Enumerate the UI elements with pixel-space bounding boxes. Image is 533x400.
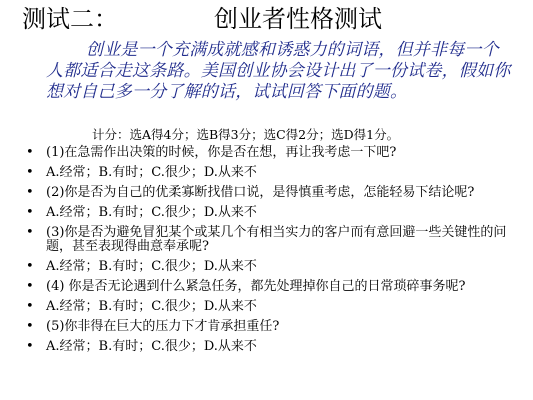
answer-options: A.经常；B.有时；C.很少；D.从来不 <box>46 205 257 220</box>
intro-paragraph: 创业是一个充满成就感和诱惑力的词语，但并非每一个人都适合走这条路。美国创业协会设计出了一份试卷，假如你想对自己多一分了解的话，试试回答下面的题。 <box>46 40 511 102</box>
answer-options: A.经常；B.有时；C.很少；D.从来不 <box>46 165 257 180</box>
scoring-rule: 计分：选A得4分；选B得3分；选C得2分；选D得1分。 <box>92 127 400 142</box>
answer-options: A.经常；B.有时；C.很少；D.从来不 <box>46 339 257 354</box>
page-title <box>22 2 522 36</box>
list-item <box>24 260 522 274</box>
bullet-icon: • <box>26 339 34 354</box>
bullet-icon: • <box>26 319 34 334</box>
list-item <box>24 320 522 334</box>
bullet-icon: • <box>26 165 34 180</box>
question-text: (1)在急需作出决策的时候，你是否在想，再让我考虑一下吧? <box>46 145 397 160</box>
title-main: 创业者性格测试 <box>214 5 382 33</box>
question-text: (5)你非得在巨大的压力下才肯承担重任? <box>46 319 280 334</box>
list-item <box>24 206 522 220</box>
bullet-icon: • <box>26 185 34 200</box>
question-text: (4) 你是否无论遇到什么紧急任务，都先处理掉你自己的日常琐碎事务呢? <box>46 279 466 294</box>
list-item <box>24 166 522 180</box>
bullet-icon: • <box>26 145 34 160</box>
answer-options: A.经常；B.有时；C.很少；D.从来不 <box>46 259 257 274</box>
bullet-icon: • <box>26 225 34 240</box>
list-item <box>24 300 522 314</box>
bullet-icon: • <box>26 299 34 314</box>
list-item <box>24 146 522 160</box>
question-text: (2)你是否为自己的优柔寡断找借口说，是得慎重考虑，怎能轻易下结论呢? <box>46 185 475 200</box>
list-item <box>24 280 522 294</box>
bullet-icon: • <box>26 259 34 274</box>
list-item <box>24 226 522 254</box>
bullet-icon: • <box>26 205 34 220</box>
question-list <box>24 146 522 360</box>
title-prefix: 测试二： <box>22 5 118 33</box>
list-item <box>24 186 522 200</box>
answer-options: A.经常；B.有时；C.很少；D.从来不 <box>46 299 257 314</box>
bullet-icon: • <box>26 279 34 294</box>
list-item <box>24 340 522 354</box>
question-text: (3)你是否为避免冒犯某个或某几个有相当实力的客户而有意回避一些关键性的问题，甚至表现得曲意奉承呢? <box>46 225 507 254</box>
